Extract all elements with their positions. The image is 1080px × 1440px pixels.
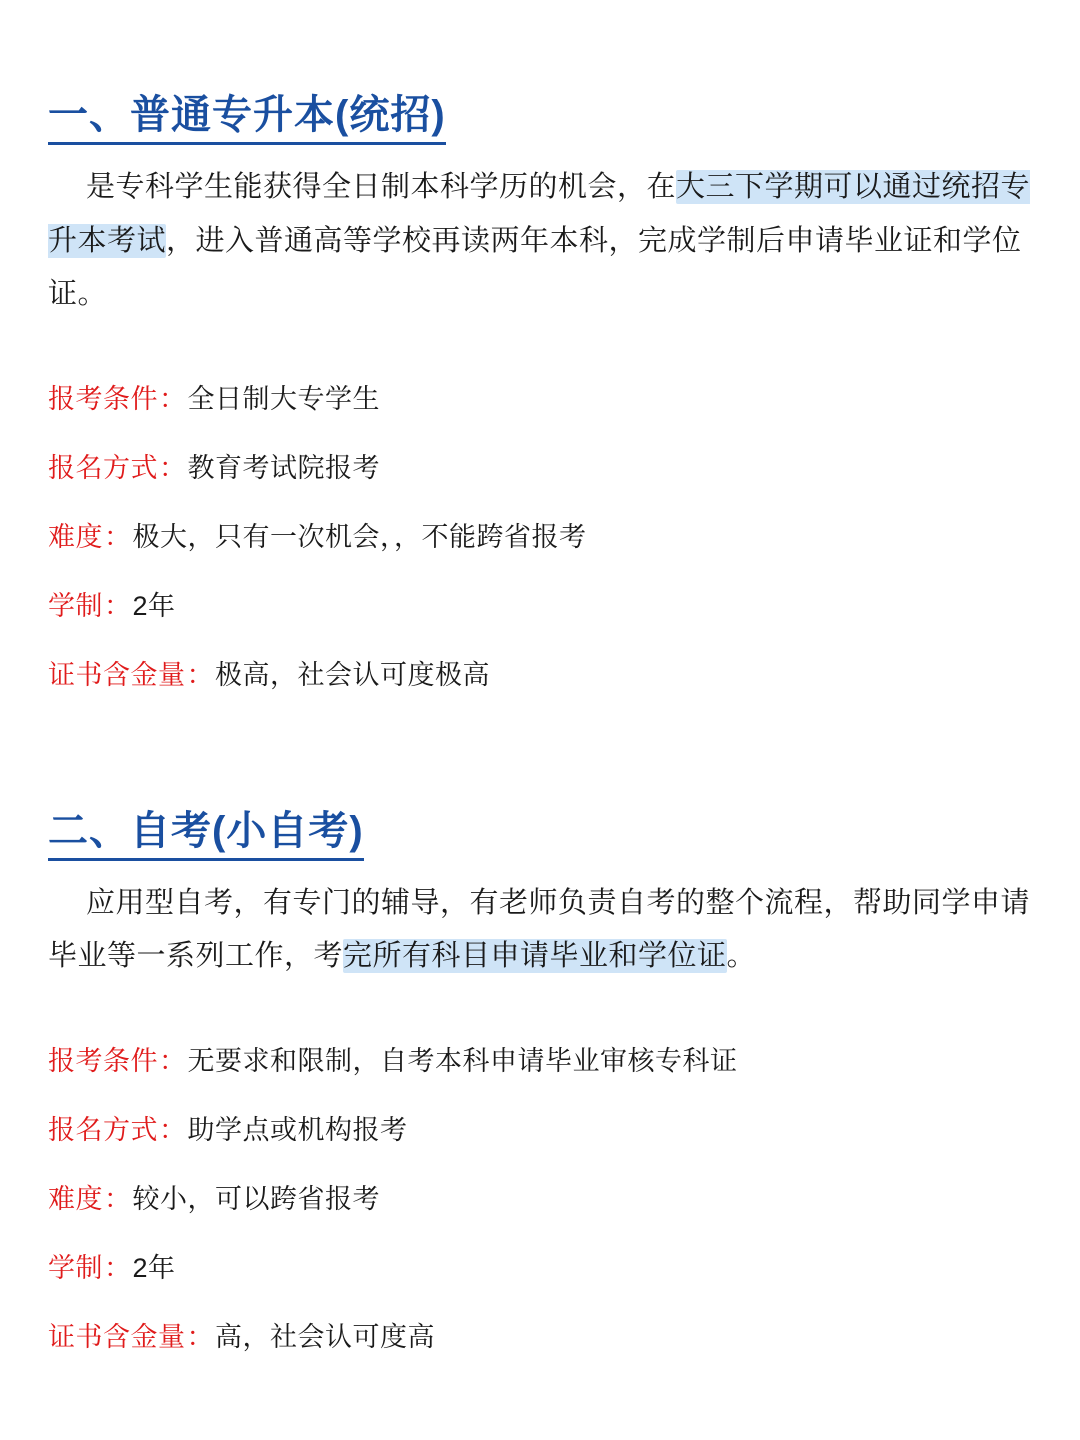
fact-value: 高，社会认可度高 [215, 1322, 435, 1353]
fact-separator: ： [159, 1115, 187, 1146]
fact-label: 报考条件 [48, 383, 158, 414]
fact-value: 无要求和限制，自考本科申请毕业审核专科证 [187, 1045, 738, 1076]
paragraph-post-text: 。 [726, 940, 757, 973]
paragraph-pre-text: 是专科学生能获得全日制本科学历的机会，在 [86, 171, 677, 203]
fact-separator: ： [159, 453, 187, 484]
fact-separator: ： [104, 1184, 132, 1215]
paragraph-post-text: ，进入普通高等学校再读两年本科，完成学制后申请毕业证和学位证。 [48, 224, 1022, 311]
fact-separator: ： [186, 660, 214, 691]
section-tongzhao [48, 90, 1032, 696]
fact-row [48, 1180, 1032, 1219]
fact-label: 报考条件 [48, 1045, 158, 1076]
fact-value: 2年 [132, 1253, 176, 1284]
fact-row [48, 1249, 1032, 1288]
fact-row [48, 380, 1032, 419]
fact-separator: ： [104, 591, 132, 622]
fact-label: 证书含金量 [48, 1322, 186, 1353]
fact-list [48, 380, 1032, 696]
fact-label: 难度 [48, 1184, 103, 1215]
fact-row [48, 1318, 1032, 1357]
fact-row [48, 1042, 1032, 1081]
fact-row [48, 449, 1032, 488]
section-zikao [48, 806, 1032, 1358]
paragraph-highlight: 完所有科目申请毕业和学位证 [343, 940, 727, 973]
section-paragraph [48, 877, 1032, 984]
fact-row [48, 518, 1032, 557]
fact-label: 学制 [48, 1253, 103, 1284]
fact-label: 报名方式 [48, 453, 158, 484]
fact-label: 报名方式 [48, 1115, 158, 1146]
fact-value: 教育考试院报考 [187, 453, 380, 484]
fact-list [48, 1042, 1032, 1358]
fact-row [48, 1111, 1032, 1150]
paragraph-pre-text: 应用型自考，有专门的辅导，有老师负责自考的整个流程，帮助同学申请毕业等一系列工作，考 [48, 886, 1031, 973]
fact-value: 极高，社会认可度极高 [215, 660, 490, 691]
fact-separator: ： [186, 1322, 214, 1353]
fact-row [48, 587, 1032, 626]
fact-value: 较小，可以跨省报考 [132, 1184, 380, 1215]
section-title: 一、普通专升本(统招) [48, 90, 446, 145]
paragraph-highlight: 大三下学期可以通过统招专升本考试 [48, 171, 1031, 257]
section-paragraph [48, 161, 1032, 322]
fact-separator: ： [104, 1253, 132, 1284]
fact-value: 助学点或机构报考 [187, 1115, 408, 1146]
fact-label: 证书含金量 [48, 660, 186, 691]
fact-label: 学制 [48, 591, 103, 622]
fact-separator: ： [104, 522, 132, 553]
fact-value: 全日制大专学生 [187, 383, 380, 414]
fact-value: 2年 [132, 591, 176, 622]
fact-label: 难度 [48, 522, 103, 553]
fact-value: 极大，只有一次机会，，不能跨省报考 [132, 522, 587, 553]
fact-row [48, 656, 1032, 695]
section-title: 二、自考(小自考) [48, 806, 364, 861]
fact-separator: ： [159, 383, 187, 414]
fact-separator: ： [159, 1045, 187, 1076]
